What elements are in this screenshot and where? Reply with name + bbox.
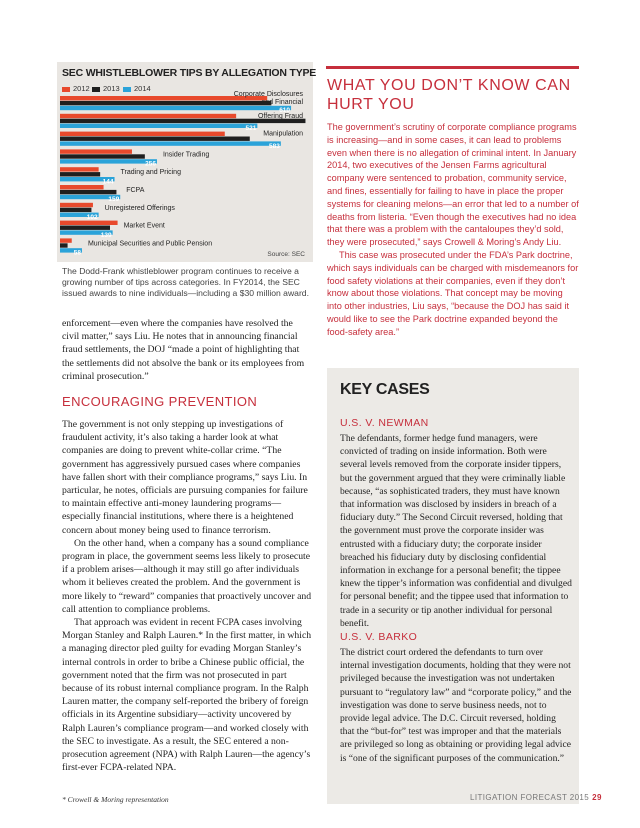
data-label-4: 144 bbox=[102, 178, 114, 186]
bar-2013-0 bbox=[60, 101, 271, 105]
data-label-5: 159 bbox=[108, 196, 120, 204]
section-heading-encouraging-prevention: ENCOURAGING PREVENTION bbox=[62, 394, 258, 409]
bar-2013-8 bbox=[60, 243, 68, 247]
bar-2012-2 bbox=[60, 132, 225, 136]
bar-2013-6 bbox=[60, 208, 91, 212]
data-label-0: 610 bbox=[279, 107, 291, 115]
category-label-7: Market Event bbox=[123, 222, 165, 230]
data-label-6: 102 bbox=[86, 214, 98, 221]
bar-2014-3 bbox=[60, 159, 157, 163]
data-label-8: 58 bbox=[73, 249, 81, 257]
key-cases-title: KEY CASES bbox=[340, 381, 430, 398]
legend-label-2014: 2014 bbox=[134, 84, 151, 93]
data-label-2: 583 bbox=[268, 142, 280, 150]
what-you-dont-know-body bbox=[327, 121, 579, 339]
category-label-1: Offering Fraud bbox=[257, 112, 303, 120]
running-footer bbox=[470, 793, 602, 802]
bar-2012-8 bbox=[60, 238, 72, 242]
bar-2012-3 bbox=[60, 149, 132, 153]
bar-2012-4 bbox=[60, 167, 99, 171]
bar-2013-4 bbox=[60, 172, 100, 176]
case-text-barko: The district court ordered the defendants to turn over internal investigation documents, holding that they were not privileged because the investigation was not undertaken pursuant to “regulatory law” and “corporate policy,” and the investigation was done to serve business needs, not to provide legal advice. The D.C. Circuit reversed, holding that the “but-for” test was improper and that the materials are privileged so long as obtaining or providing legal advice is “one of the significant purposes of the communication.” bbox=[340, 647, 572, 764]
encouraging-prevention-body bbox=[62, 418, 314, 774]
bar-2014-1 bbox=[60, 124, 257, 128]
case-title-newman: U.S. V. NEWMAN bbox=[340, 417, 429, 429]
chart-source: Source: SEC bbox=[267, 251, 305, 258]
paragraph: The government’s scrutiny of corporate compliance programs is increasing—and in some cases, it can lead to problems even when there is no allegation of criminal intent. In January 2014, two executives of the Jensen Farms agricultural company were sentenced to probation, community service, and fines, essentially for failing to have in place the proper systems for cleaning melons—an error that led to a number of deaths from listeria. “Even though the executives had no idea that there was a problem with the cantaloupes they’d sold, they were prosecuted,” says Crowell & Moring’s Andy Liu. bbox=[327, 122, 579, 248]
data-label-1: 521 bbox=[245, 125, 257, 132]
bar-2013-2 bbox=[60, 137, 250, 141]
bar-2013-3 bbox=[60, 154, 145, 158]
category-label-0: and Financial bbox=[261, 99, 303, 106]
page-number: 29 bbox=[592, 793, 602, 802]
category-label-2: Manipulation bbox=[263, 130, 303, 138]
paragraph: That approach was evident in recent FCPA cases involving Morgan Stanley and Ralph Lauren.* In the first matter, in which a managing director pled guilty for evading Morgan Stanley’s internal controls in order to bribe a Chinese public official, the government noted that the firm was not prosecuted in part because of its robust internal compliance program. In the Ralph Lauren matter, the company self-reported the bribery of foreign officials in its Argentine subsidiary—activity uncovered by Ralph Lauren’s compliance program—and worked closely with the SEC to investigate. As a result, the SEC entered a non-prosecution agreement (NPA) with Ralph Lauren—the agency’s first-ever FCPA-related NPA. bbox=[62, 617, 312, 774]
category-label-4: Trading and Pricing bbox=[120, 169, 181, 177]
heading-rule bbox=[326, 66, 579, 69]
paragraph: On the other hand, when a company has a sound compliance program in place, the government seems less likely to prosecute if a problem arises—although it may still go after individuals whom it believes created the problem. And the government is more likely to “reward” companies that proactively uncover and call attention to compliance problems. bbox=[62, 537, 312, 615]
publication-name: LITIGATION FORECAST 2015 bbox=[470, 793, 590, 802]
chart-caption: The Dodd-Frank whistleblower program continues to receive a growing number of tips across categories. In FY2014, the SEC issued awards to nine individuals—including a $30 million award. bbox=[62, 266, 309, 298]
case-title-barko: U.S. V. BARKO bbox=[340, 631, 418, 643]
bar-2012-1 bbox=[60, 114, 236, 118]
category-label-0: Corporate Disclosures bbox=[233, 91, 303, 98]
category-label-6: Unregistered Offerings bbox=[104, 204, 175, 212]
legend-label-2012: 2012 bbox=[73, 84, 90, 93]
footnote: * Crowell & Moring representation bbox=[62, 795, 169, 804]
bar-2013-5 bbox=[60, 190, 116, 194]
bar-2014-2 bbox=[60, 141, 281, 145]
paragraph: This case was prosecuted under the FDA’s Park doctrine, which says individuals can be charged with misdemeanors for food safety violations at their companies, even if they don’t know about those violations. That concept may be moving into other industries, Liu says, “because the DOJ has said it would like to see the Park doctrine expanded beyond the food-safety area.” bbox=[327, 249, 579, 337]
left-intro-paragraph: enforcement—even where the companies have resolved the civil matter,” says Liu. He notes that in announcing financial fraud settlements, the DOJ “made a point of highlighting that the settlements did not absolve the bank or its employees from criminal prosecution.” bbox=[62, 318, 305, 382]
bar-2012-6 bbox=[60, 203, 93, 207]
paragraph: The government is not only stepping up investigations of fraudulent activity, it’s also taking a harder look at what companies are doing to prevent white-collar crime. “The government has aggressively pursued cases where companies have fallen short with their compliance programs,” says Liu. In particular, he notes, officials are pursuing companies for failure to maintain effective anti-money laundering programs—especially financial institutions, where there is a heightened concern about money being used to finance terrorism. bbox=[62, 419, 308, 536]
data-label-7: 139 bbox=[100, 231, 112, 239]
data-label-3: 256 bbox=[145, 160, 156, 168]
case-text-newman: The defendants, former hedge fund managers, were convicted of trading on inside information. Both were several levels removed from the corporate insider tippers, but the government argued that they were criminally liable because, “as sophisticated traders, they must have known that information was disclosed by insiders in breach of a fiduciary duty.” The Second Circuit reversed, holding that the government must prove the corporate insider was entrusted with a fiduciary duty; the corporate insider breached his fiduciary duty by disclosing confidential information in exchange for a personal benefit; the tippee knew the tipper’s information was confidential and divulged for personal benefit; and the tippee used that information to trade in a security or tip another individual for personal benefit. bbox=[340, 433, 572, 629]
section-heading-what-you-dont-know: WHAT YOU DON’T KNOW CAN HURT YOU bbox=[327, 77, 571, 113]
bar-2014-0 bbox=[60, 106, 291, 110]
bar-2012-5 bbox=[60, 185, 104, 189]
bar-2013-7 bbox=[60, 226, 110, 230]
category-label-3: Insider Trading bbox=[162, 151, 210, 159]
category-label-5: FCPA bbox=[126, 187, 145, 194]
legend-label-2013: 2013 bbox=[103, 84, 120, 93]
bar-2012-7 bbox=[60, 221, 118, 225]
chart-title: SEC WHISTLEBLOWER TIPS BY ALLEGATION TYPE bbox=[62, 67, 317, 79]
category-label-8: Municipal Securities and Public Pension bbox=[87, 240, 213, 248]
